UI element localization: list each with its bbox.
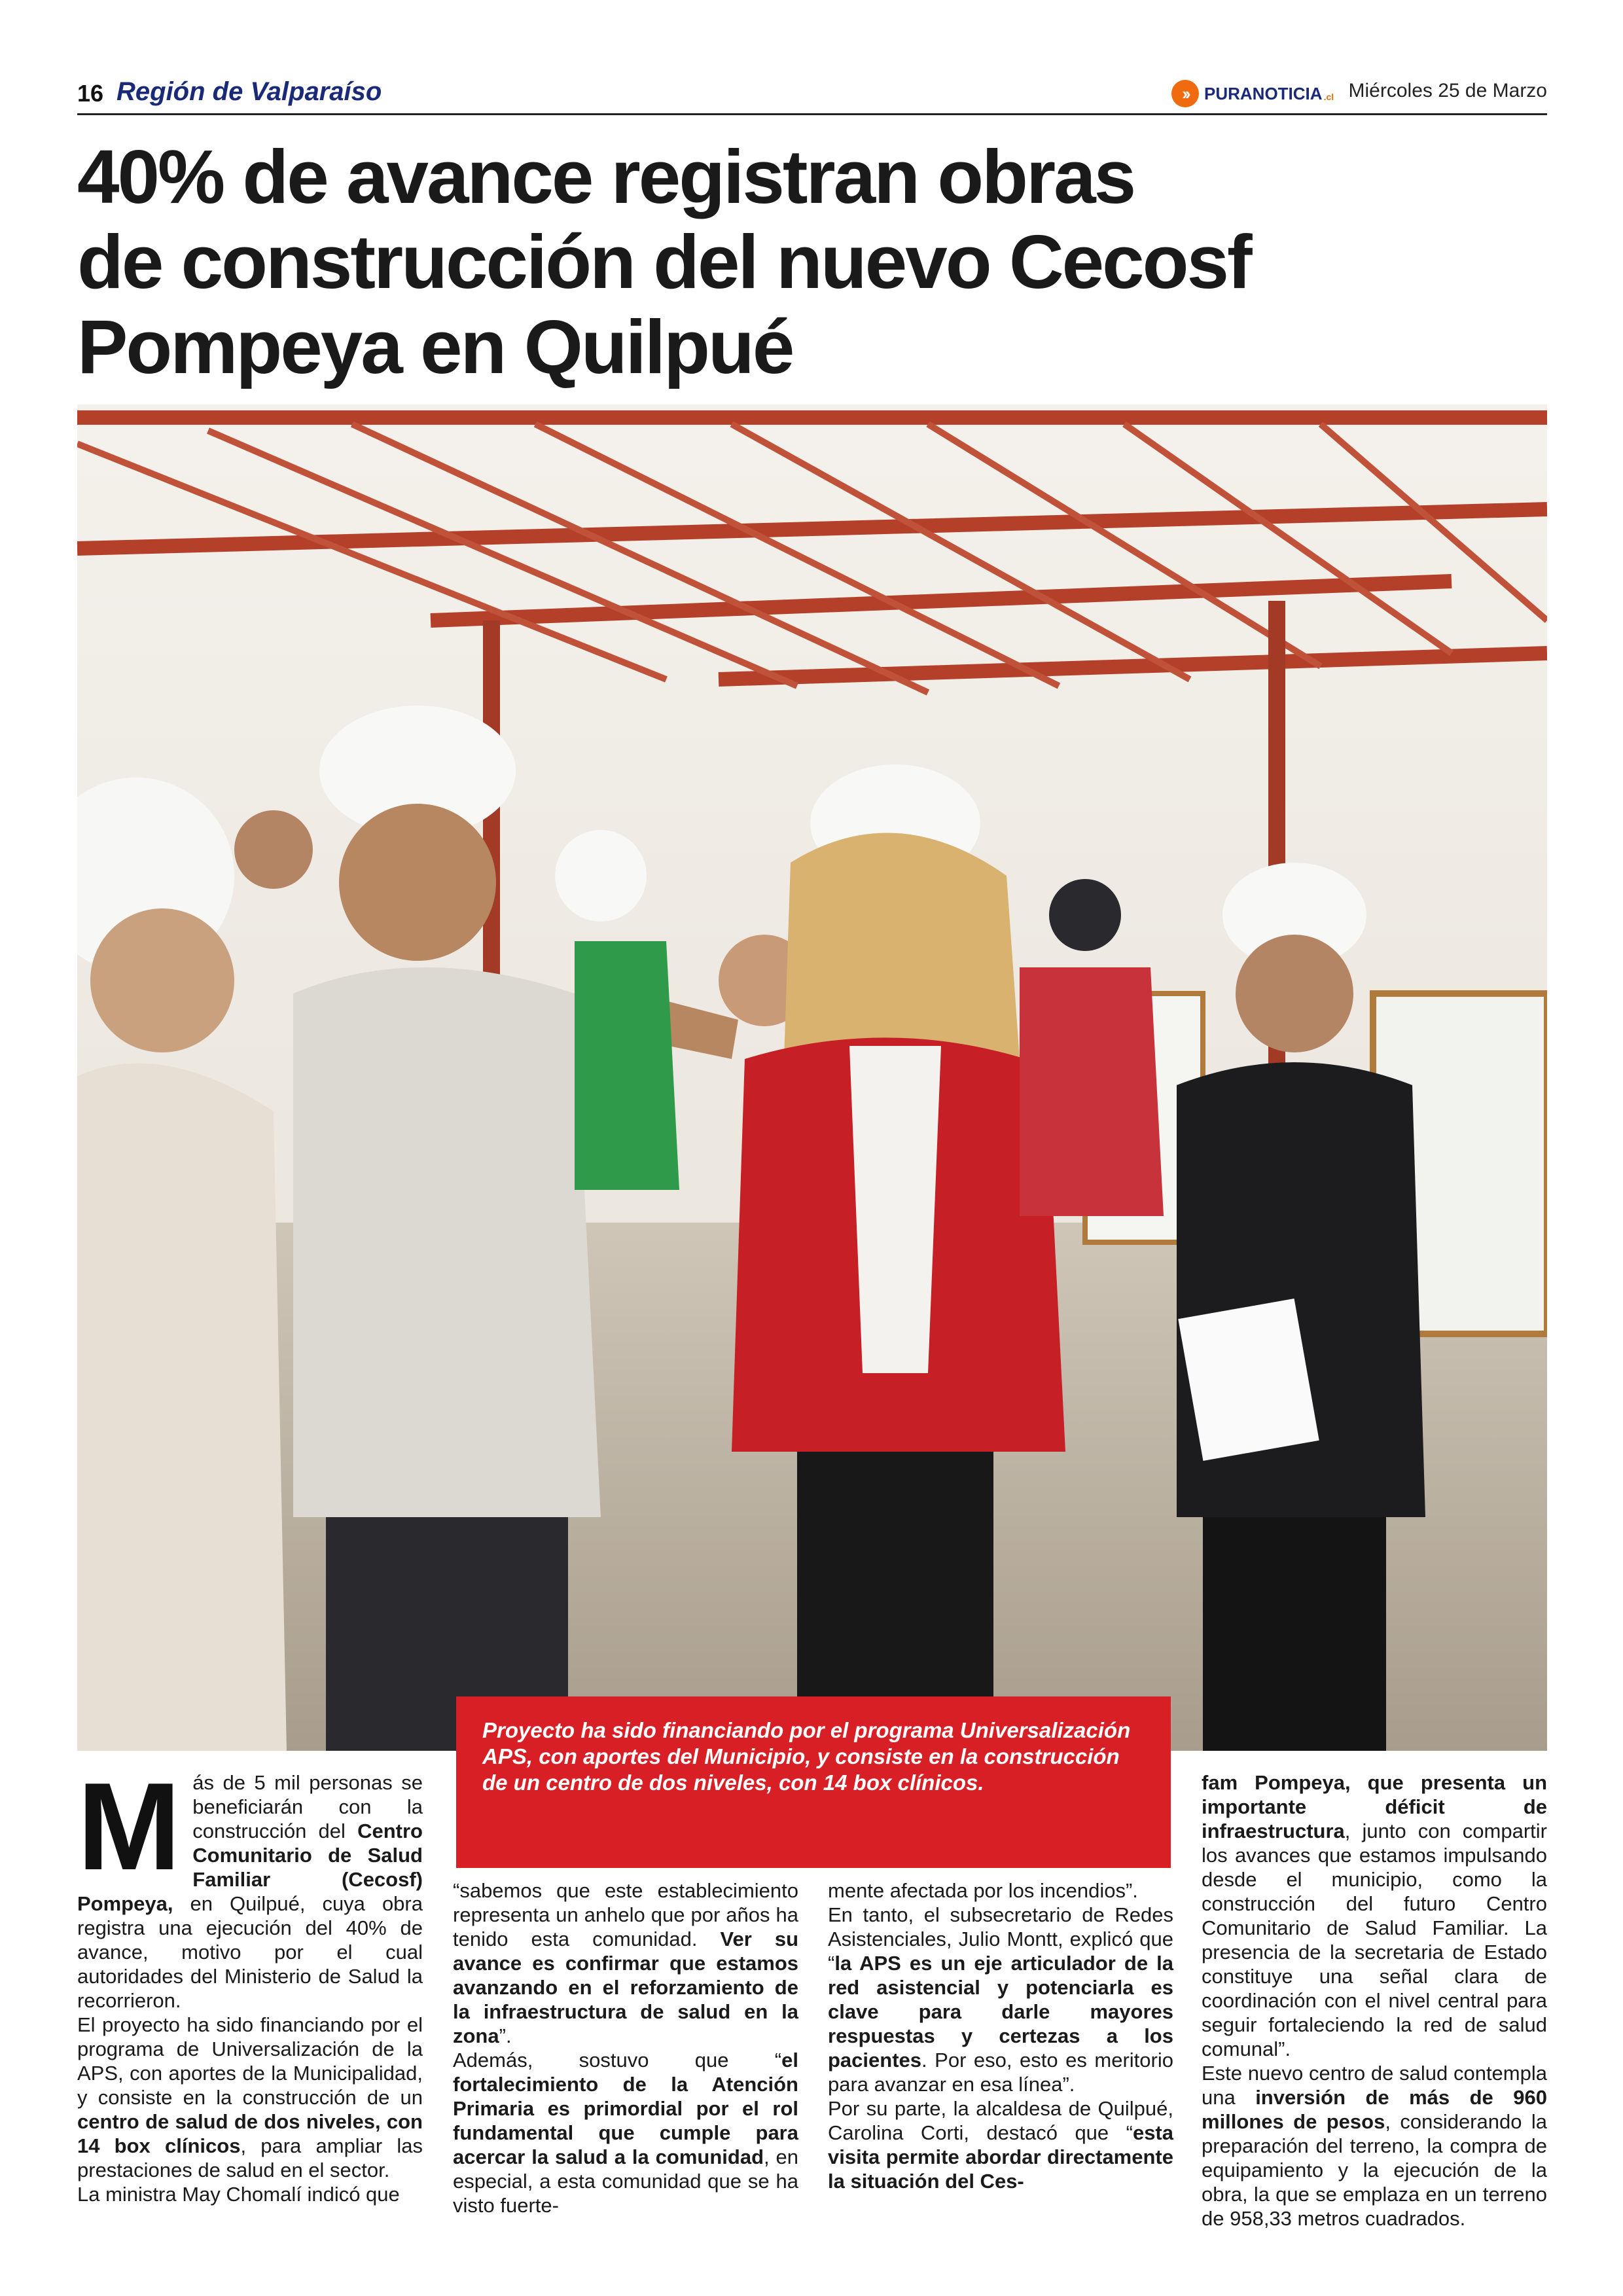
text-run: ás de 5 mil personas se beneficiarán con la construcción del bbox=[192, 1771, 423, 1842]
text-run: . Por eso, esto es meritorio para avanzar en esa línea”. bbox=[828, 2049, 1173, 2096]
page-header bbox=[77, 73, 1547, 115]
text-run: “sabemos que este establecimiento representa un anhelo que por años ha tenido esta comunidad. bbox=[453, 1879, 798, 1950]
photo-caption bbox=[456, 1696, 1171, 1868]
paragraph bbox=[1202, 2061, 1547, 2231]
article-column-2 bbox=[453, 1878, 798, 2217]
text-run: Además, sostuvo que “ bbox=[453, 2049, 782, 2072]
text-run: Este nuevo centro de salud contempla una bbox=[1202, 2062, 1547, 2109]
bold-run: inversión de más de 960 millones de pesos bbox=[1202, 2086, 1547, 2133]
issue-date: Miércoles 25 de Marzo bbox=[1348, 80, 1547, 101]
text-run: en Quilpué, cuya obra registra una ejecución del 40% de avance, motivo por el cual autoridades del Ministerio de Salud la recorrieron. bbox=[77, 1892, 423, 2012]
headline-line-2: de construcción del nuevo Cecosf bbox=[77, 219, 1251, 304]
article-column-4 bbox=[1202, 1770, 1547, 2231]
drop-cap: M bbox=[77, 1757, 181, 1896]
page-number: 16 bbox=[77, 80, 104, 107]
brand-arrows-icon: ›› bbox=[1171, 80, 1199, 107]
text-run: En tanto, el subsecretario de Redes Asistenciales, Julio Montt, explicó que “ bbox=[828, 1903, 1173, 1975]
caption-text: Proyecto ha sido financiando por el programa Universalización APS, con aportes del Municipio, y consiste en la construcción de un centro de dos niveles, con 14 box clínicos. bbox=[482, 1718, 1131, 1795]
brand-suffix: .cl bbox=[1323, 92, 1334, 102]
text-run: ”. bbox=[499, 2024, 512, 2047]
paragraph bbox=[828, 1903, 1173, 2096]
section-title: Región de Valparaíso bbox=[116, 77, 382, 106]
news-photo bbox=[77, 404, 1547, 1751]
text-run: , para ampliar las prestaciones de salud en el sector. bbox=[77, 2134, 423, 2181]
bold-run: el fortalecimiento de la Atención Primaria es primordial por el rol fundamental que cumple para acercar la salud a la comunidad bbox=[453, 2049, 798, 2168]
paragraph bbox=[453, 1878, 798, 2048]
bold-run: la APS es un eje articulador de la red asistencial y potenciarla es clave para darle mayores respuestas y certezas a los pacientes bbox=[828, 1952, 1173, 2072]
text-run: Por su parte, la alcaldesa de Quilpué, Carolina Corti, destacó que “ bbox=[828, 2097, 1173, 2144]
brand-logo bbox=[1171, 80, 1334, 107]
construction-site-photo bbox=[77, 404, 1547, 1751]
text-run: , en especial, a esta comunidad que se ha visto fuerte- bbox=[453, 2145, 798, 2217]
text-run: , junto con compartir los avances que estamos impulsando desde el municipio, como la construcción del futuro Centro Comunitario de Salud Familiar. La presencia de la secretaria de Estado constituye una señal clara de coordinación con el nivel central para seguir fortaleciendo la red de salud comunal”. bbox=[1202, 1820, 1547, 2060]
paragraph bbox=[77, 2013, 423, 2182]
text-run: El proyecto ha sido financiando por el programa de Universalización de la APS, con aportes de la Municipalidad, y consiste en la construcción de un bbox=[77, 2013, 423, 2109]
headline-line-3: Pompeya en Quilpué bbox=[77, 304, 793, 389]
paragraph bbox=[77, 1757, 423, 2013]
brand-name: PURANOTICIA bbox=[1204, 83, 1323, 103]
article-column-3 bbox=[828, 1878, 1173, 2193]
text-run: , considerando la preparación del terreno, la compra de equipamiento y la ejecución de la obra, la que se emplaza en un terreno de 958,33 metros cuadrados. bbox=[1202, 2110, 1547, 2230]
bold-run: Ver su avance es confirmar que estamos avanzando en el reforzamiento de la infraestructura de salud en la zona bbox=[453, 1928, 799, 2047]
article-column-1 bbox=[77, 1757, 423, 2206]
paragraph: mente afectada por los incendios”. bbox=[828, 1879, 1138, 1902]
paragraph bbox=[453, 2048, 798, 2217]
paragraph bbox=[828, 2096, 1173, 2193]
paragraph: La ministra May Chomalí indicó que bbox=[77, 2183, 400, 2206]
headline-line-1: 40% de avance registran obras bbox=[77, 134, 1135, 219]
bold-run: esta visita permite abordar directamente la situación del Ces- bbox=[828, 2121, 1173, 2193]
bold-run: centro de salud de dos niveles, con 14 box clínicos bbox=[77, 2110, 423, 2157]
paragraph bbox=[1202, 1770, 1547, 2061]
bold-run: fam Pompeya, que presenta un importante déficit de infraestructura bbox=[1202, 1771, 1547, 1842]
headline bbox=[77, 134, 1547, 389]
bold-run: Centro Comunitario de Salud Familiar (Cecosf) Pompeya, bbox=[77, 1820, 423, 1915]
